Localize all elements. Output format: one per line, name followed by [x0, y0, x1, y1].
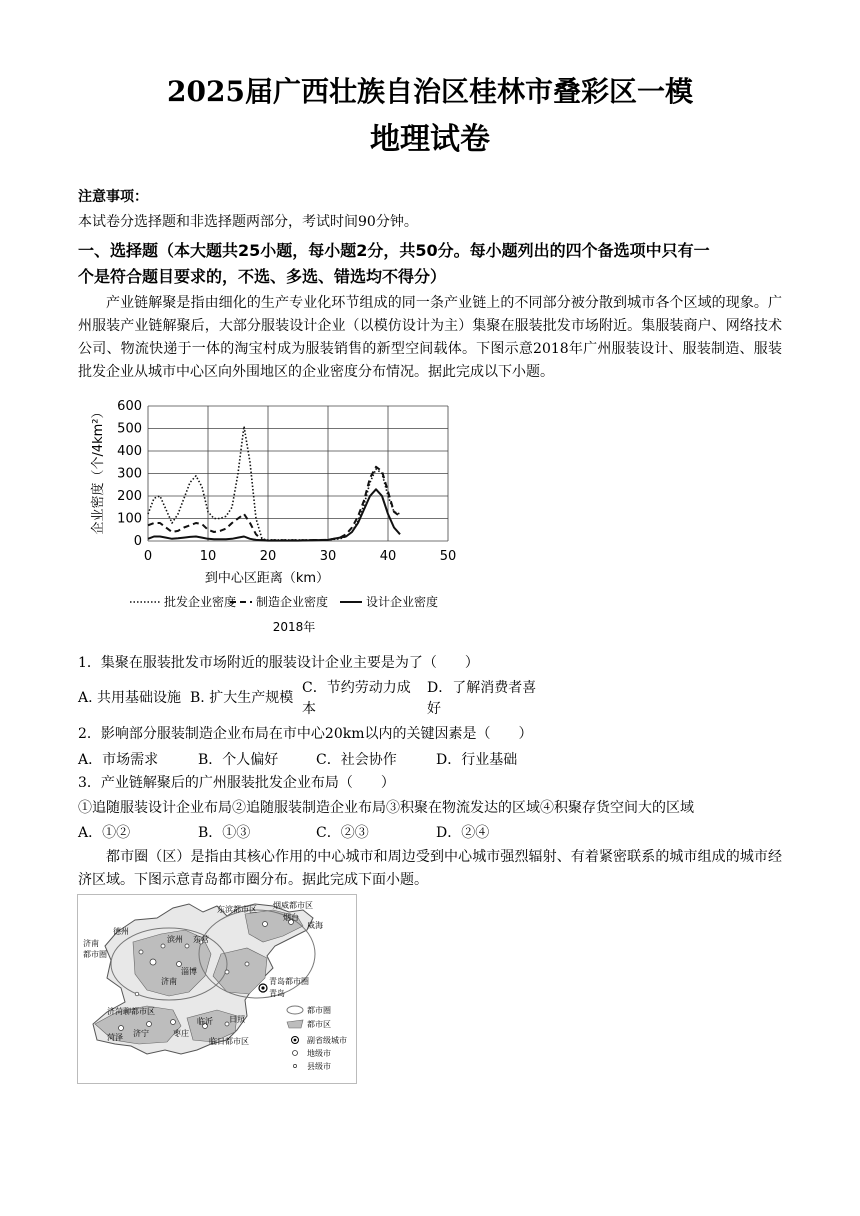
q2-option-a: A．市场需求	[78, 752, 159, 768]
q1-option-d-line1: D．了解消费者喜	[427, 680, 537, 696]
legend-circle: 都市圈	[307, 1006, 331, 1015]
label-dongying: 东营	[193, 935, 209, 944]
label-qingdao: 青岛	[269, 989, 285, 998]
q3-option-b: B．①③	[198, 825, 251, 841]
q3-items: ①追随服装设计企业布局②追随服装制造企业布局③积聚在物流发达的区域④积聚存货空间大的区域	[78, 800, 694, 816]
chart-series	[148, 426, 400, 540]
series-line-2	[148, 467, 400, 541]
label-jinan-circle-2: 都市圈	[83, 950, 107, 959]
passage1: 产业链解聚是指由细化的生产专业化环节组成的同一条产业链上的不同部分被分散到城市各个区域的现象。广州服装产业链解聚后，大部分服装设计企业（以模仿设计为主）集聚在服装批发市场附近。集服装商户、网络技术公司、物流快递于一体的淘宝村成为服装销售的新型空间载体。下图示意2018年广州服装设计、服装制造、服装批发企业从城市中心区向外围地区的企业密度分布情况。据此完成以下小题。	[78, 295, 782, 380]
label-zibo: 淄博	[181, 967, 197, 976]
x-tick-label: 20	[259, 549, 277, 564]
q1-option-c-line2: 本	[302, 701, 316, 717]
label-dezhou: 德州	[113, 927, 129, 936]
q1-option-b: B. 扩大生产规模	[190, 690, 294, 706]
notice-text: 本试卷分选择题和非选择题两部分，考试时间90分钟。	[78, 214, 418, 230]
chart-grid	[148, 406, 448, 541]
label-weihai: 威海	[307, 921, 323, 930]
label-jinan: 济南	[161, 977, 177, 986]
section1-heading-line2: 个是符合题目要求的，不选、多选、错选均不得分）	[78, 267, 447, 286]
legend-prefecture: 地级市	[307, 1049, 331, 1058]
x-tick-label: 30	[319, 549, 337, 564]
q2-option-c: C．社会协作	[316, 752, 397, 768]
q1-option-d-line2: 好	[427, 701, 441, 717]
label-yantai: 烟台	[283, 913, 299, 922]
y-tick-label: 600	[117, 399, 142, 414]
q3-option-c: C．②③	[316, 825, 369, 841]
x-tick-label: 10	[199, 549, 217, 564]
label-dongbin: 东滨都市区	[217, 905, 257, 914]
y-tick-label: 200	[117, 489, 142, 504]
x-tick-label: 50	[439, 549, 457, 564]
q3-option-d: D．②④	[436, 825, 490, 841]
passage2: 都市圈（区）是指由其核心作用的中心城市和周边受到中心城市强烈辐射、有着紧密联系的城市组成的城市经济区域。下图示意青岛都市圈分布。据此完成下面小题。	[78, 849, 782, 888]
label-binzhou: 滨州	[167, 935, 183, 944]
legend-county: 县级市	[307, 1062, 331, 1071]
x-axis-label: 到中心区距离（km）	[204, 571, 330, 586]
q3-stem: 3．产业链解聚后的广州服装批发企业布局（ ）	[78, 775, 395, 791]
legend-subprov: 副省级城市	[307, 1036, 347, 1045]
qingdao-metro-map	[77, 894, 357, 1084]
y-tick-label: 500	[117, 421, 142, 437]
q1-option-a: A. 共用基础设施	[78, 690, 182, 706]
chart-axis-ticks	[117, 399, 456, 564]
y-tick-label: 0	[133, 534, 142, 549]
label-qingdao-circle: 青岛都市圈	[269, 977, 309, 986]
series-line-3	[148, 489, 400, 540]
label-zaozhuang: 枣庄	[173, 1029, 189, 1038]
legend-label-1: 批发企业密度	[164, 595, 237, 609]
q2-option-b: B．个人偏好	[198, 752, 279, 768]
series-line-1	[148, 426, 400, 540]
x-tick-label: 40	[379, 549, 397, 564]
label-rizhao: 日照	[229, 1015, 245, 1024]
label-linyi: 临沂	[197, 1017, 213, 1026]
y-tick-label: 400	[117, 444, 142, 459]
y-tick-label: 100	[117, 511, 142, 527]
q1-option-c-line1: C．节约劳动力成	[302, 680, 411, 696]
title-line-2: 地理试卷	[370, 122, 490, 157]
legend-label-3: 设计企业密度	[366, 595, 439, 609]
label-linri: 临日都市区	[209, 1037, 249, 1046]
q1-stem: 1．集聚在服装批发市场附近的服装设计企业主要是为了（ ）	[78, 655, 479, 671]
label-jiheliao: 济菏聊都市区	[107, 1007, 155, 1016]
label-yanwei: 烟威都市区	[273, 901, 313, 910]
label-jining: 济宁	[133, 1029, 149, 1038]
q3-option-a: A．①②	[78, 825, 131, 841]
chart-legend	[130, 594, 438, 609]
legend-district: 都市区	[307, 1020, 331, 1029]
label-jinan-circle-1: 济南	[83, 939, 99, 948]
y-tick-label: 300	[117, 466, 142, 482]
q2-option-d: D．行业基础	[436, 752, 518, 768]
chart-title: 2018年	[272, 620, 316, 634]
section1-heading-line1: 一、选择题（本大题共25小题，每小题2分，共50分。每小题列出的四个备选项中只有一	[78, 241, 710, 260]
title-line-1: 2025届广西壮族自治区桂林市叠彩区一模	[167, 75, 693, 108]
notice-heading: 注意事项：	[78, 189, 148, 205]
q2-stem: 2．影响部分服装制造企业布局在市中心20km以内的关键因素是（ ）	[78, 726, 533, 742]
legend-label-2: 制造企业密度	[256, 595, 329, 609]
label-heze: 菏泽	[107, 1033, 123, 1042]
y-axis-label: 企业密度（个/4km²）	[91, 405, 106, 535]
density-chart	[82, 390, 462, 640]
x-tick-label: 0	[143, 549, 153, 564]
